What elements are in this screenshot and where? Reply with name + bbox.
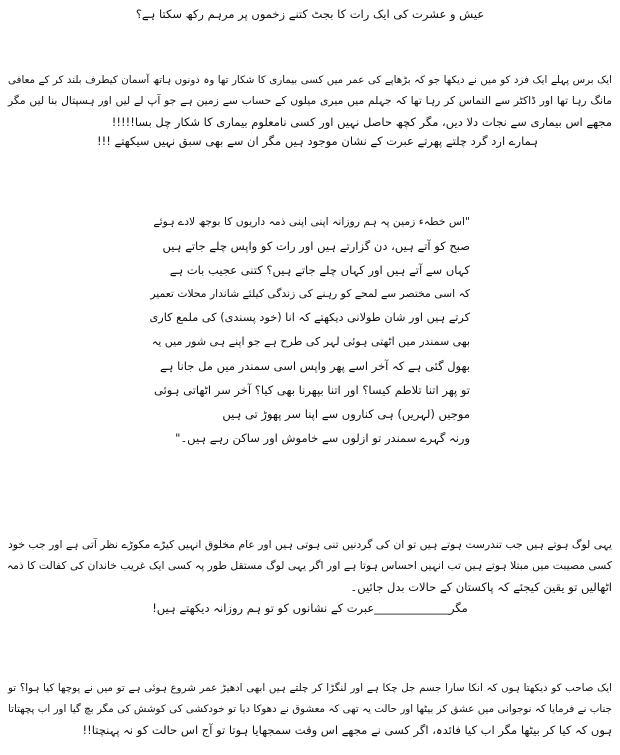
poem-line-3: کہاں سے آتے ہیں اور کہاں چلے جاتے ہیں؟ کتنی عجیب بات ہے: [169, 263, 470, 277]
paragraph-2-line-2: کسی مصیبت میں مبتلا ہوتے ہیں تب انہیں احساس ہوتا ہے اور اگر یہی لوگ مستقل طور پہ کسی ایک غریب خاندان کی کفالت کا ذمہ: [6, 559, 612, 572]
poem-line-6: بھی سمندر میں اٹھتی ہوئی لہر کی طرح ہے جو اپنے ہی شور میں یہ: [151, 335, 470, 348]
paragraph-2-line-4: مگر_____________عبرت کے نشانوں کو تو ہم روزانہ دیکھتے ہیں!: [152, 601, 468, 615]
poem-line-7: بھول گئی ہے کہ آخر اسے پھر واپس اسی سمندر میں مل جانا ہے: [159, 359, 470, 373]
paragraph-3-line-3: ہوں کہ کیا کر بیٹھا مگر اب کیا فائدہ، اگر کسی نے مجھے اس وقت سمجھایا ہوتا تو آج اس حالت کو نہ پہنچتا!!: [82, 723, 612, 737]
poem-line-10: ورنہ گہرے سمندر تو ازلوں سے خاموش اور ساکن رہے ہیں۔": [175, 431, 470, 445]
paragraph-1-line-1: ایک برس پہلے ایک فرد کو میں نے دیکھا جو کہ بڑھاپے کی عمر میں کسی بیماری کا شکار تھا وہ دونوں ہاتھ آسمان کیطرف بلند کر کے معافی: [8, 74, 612, 86]
poem-line-4: کہ اسی مختصر سے لمحے کو رہنے کی زندگی کیلئے شاندار محلات تعمیر: [150, 287, 470, 300]
paragraph-3-line-1: ایک صاحب کو دیکھتا ہوں کہ انکا سارا جسم جل چکا ہے اور لنگڑا کر چلتے ہیں ابھی ادھیڑ عمر شروع ہوئی ہے تو میں نے پوچھا کیا ہوا؟ تو: [8, 682, 612, 694]
poem-line-9: موجیں (لہریں) ہی کناروں سے اپنا سر پھوڑ تی ہیں: [222, 407, 470, 421]
paragraph-2-line-1: یہی لوگ ہوتے ہیں جب تندرست ہوتے ہیں تو ان کی گردنیں تنی ہوتی ہیں اور عام مخلوق انہیں کیڑے مکوڑے نظر آتی ہے اور جب خود: [8, 538, 612, 551]
poem-line-5: کرتے ہیں اور شان طولانی دیکھتے کہ انا (خود پسندی) کی ملمع کاری: [149, 311, 470, 324]
poem-line-2: صبح کو آتے ہیں، دن گزارتے ہیں اور رات کو واپس چلے جاتے ہیں: [162, 239, 470, 253]
paragraph-2-line-3: اٹھالیں تو یقین کیجئے کہ پاکستان کے حالات بدل جائیں۔: [350, 580, 612, 594]
paragraph-1-line-4: ہمارے ارد گرد چلتے پھرتے عبرت کے نشان موجود ہیں مگر ان سے بھی سبق نہیں سیکھتے !!!: [96, 134, 538, 148]
poem-line-1: "اس خطہء زمین پہ ہم روزانہ اپنی اپنی ذمہ داریوں کا بوجھ لادے ہوئے: [153, 215, 470, 228]
paragraph-3-line-2: جناب نے فرمایا کہ نوجوانی میں عشق کر بیٹھا اور حالت یہ تھی کہ معشوق نے دھوکا دیا تو خودکشی کی کوشش کی مگر بچ گیا اور اب پچھتاتا: [8, 703, 612, 715]
poem-line-8: تو پھر اتنا تلاطم کیسا؟ اور اتنا بپھرنا بھی کیا؟ آخر سر اٹھاتی ہوئی: [154, 383, 470, 397]
paragraph-1-line-2: مانگ رہا تھا اور ڈاکٹر سے التماس کر رہا تھا کہ جہلم میں میری میلوں کے حساب سے زمین ہے جو آپ لے لیں اور ہسپتال بنا لیں مگر: [8, 94, 612, 107]
paragraph-1-line-3: مجھے اس بیماری سے نجات دلا دیں، مگر کچھ حاصل نہیں اور کسی نامعلوم بیماری کا شکار چل بسا!!!!!: [111, 115, 612, 129]
intro-question: عیش و عشرت کی ایک رات کا بجٹ کتنے زخموں پر مرہم رکھ سکتا ہے؟: [135, 7, 485, 21]
